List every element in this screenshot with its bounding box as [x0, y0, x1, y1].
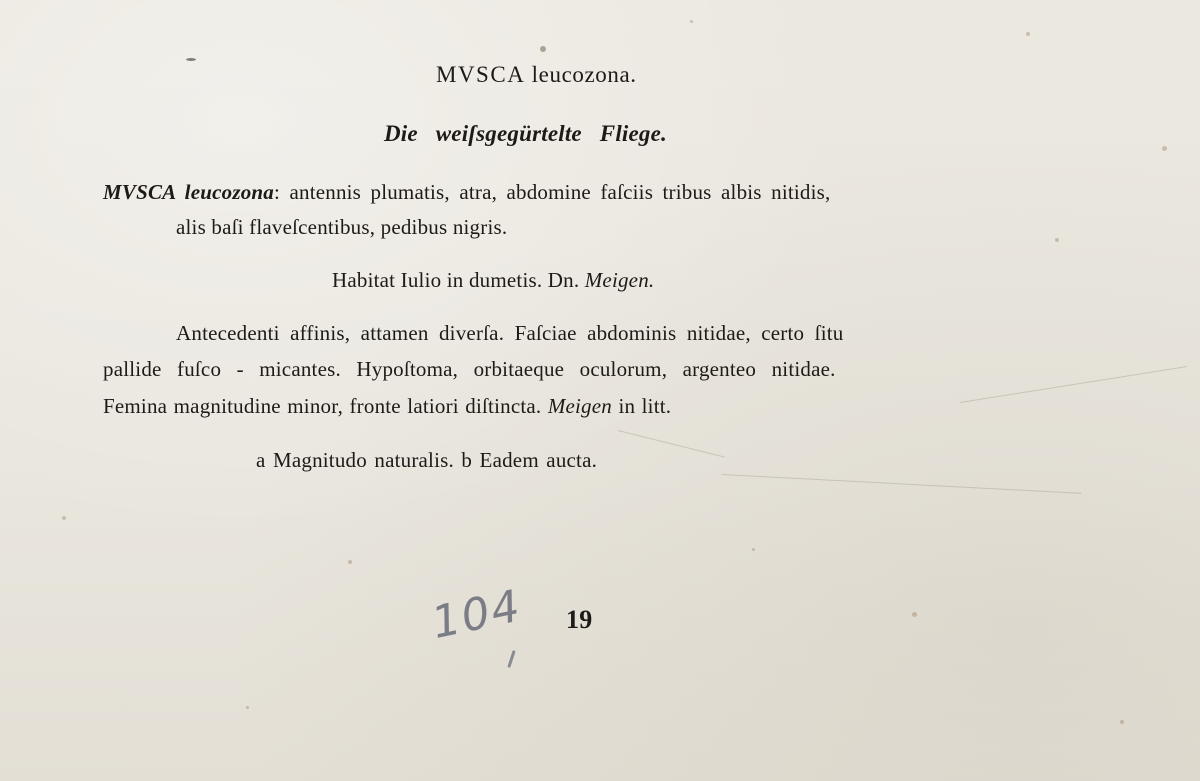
description-line-2: pallide fuſco - micantes. Hypoſtoma, orbitaeque oculorum, argenteo nitidae. — [103, 357, 836, 381]
species-title — [436, 62, 637, 88]
paper-fiber — [618, 430, 725, 458]
page-number: 19 — [566, 605, 593, 634]
diagnosis-line-2: alis baſi flaveſcentibus, pedibus nigris. — [176, 215, 508, 239]
description-reference: in litt. — [618, 394, 672, 418]
handwritten-number: 104 — [427, 580, 527, 649]
diagnosis-species-name: MVSCA leucozona — [103, 180, 274, 204]
description-line-3 — [103, 394, 671, 419]
paper-speck — [540, 46, 546, 52]
paper-speck — [690, 20, 693, 23]
pencil-mark — [507, 650, 515, 668]
paper-speck — [186, 58, 196, 61]
paper-speck — [62, 516, 66, 520]
paper-speck — [1162, 146, 1167, 151]
description-line-1: Antecedenti affinis, attamen diverſa. Faſciae abdominis nitidae, certo ſitu — [176, 321, 844, 345]
diagnosis-text: : antennis plumatis, atra, abdomine faſciis tribus albis nitidis, — [273, 180, 831, 204]
genus-name: MVSCA — [436, 62, 526, 87]
habitat-author: Meigen. — [584, 268, 655, 292]
paper-fiber — [960, 366, 1187, 403]
description-author: Meigen — [547, 394, 612, 418]
paper-speck — [246, 706, 249, 709]
paper-speck — [752, 548, 755, 551]
species-name: leucozona. — [531, 62, 637, 87]
figure-caption: a Magnitudo naturalis. b Eadem aucta. — [256, 448, 598, 472]
paper-speck — [348, 560, 352, 564]
paper-speck — [1055, 238, 1059, 242]
common-name-subtitle: Die weiſsgegürtelte Fliege. — [384, 121, 667, 146]
diagnosis-line-1 — [103, 180, 830, 205]
paper-speck — [912, 612, 917, 617]
paper-speck — [1026, 32, 1030, 36]
paper-fiber — [722, 474, 1082, 494]
description-text: Femina magnitudine minor, fronte latiori diſtincta. — [103, 394, 542, 418]
habitat-text: Habitat Iulio in dumetis. Dn. — [332, 268, 580, 292]
habitat-line — [332, 268, 654, 293]
paper-speck — [1120, 720, 1124, 724]
